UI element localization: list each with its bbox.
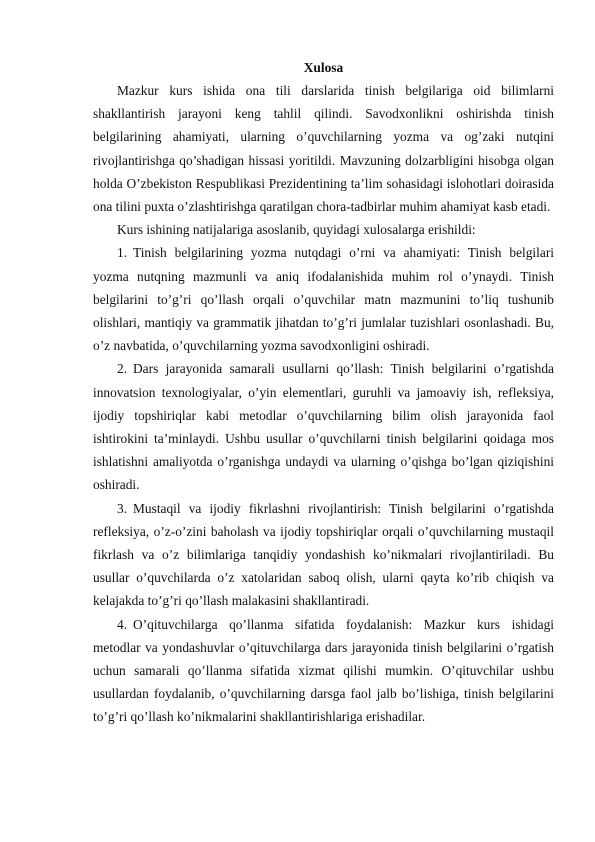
list-item-text: Dars jarayonida samarali usullarni qo’llash: Tinish belgilarini o’rgatishda innovatsion texnologiyalar, o’yin elementlari, guruhli va jamoaviy ish, refleksiya, ijodiy topshiriqlar kabi metodlar o’quvchilarning bilim olish jarayonida faol ishtirokini ta’minlaydi. Ushbu usullar o’quvchilarni tinish belgilarini qoidaga mos ishlatishni amaliyotda o’rganishga undaydi va ularning o’qishga bo’lgan qiziqishini oshiradi. <box>93 361 554 493</box>
list-item <box>93 241 554 357</box>
lead-paragraph: Kurs ishining natijalariga asoslanib, quyidagi xulosalarga erishildi: <box>117 222 476 238</box>
intro-paragraph: Mazkur kurs ishida ona tili darslarida tinish belgilariga oid bilimlarni shakllantirish jarayoni keng tahlil qilindi. Savodxonlikni oshirishda tinish belgilarining ahamiyati, ularning o’quvchilarning yozma va og’zaki nutqini rivojlantirishga qo’shadigan hissasi yoritildi. Mavzuning dolzarbligini hisobga olgan holda O’zbekiston Respublikasi Prezidentining ta’lim sohasidagi islohotlari doirasida ona tilini puxta o’zlashtirishga qaratilgan chora-tadbirlar muhim ahamiyat kasb etadi. <box>93 83 554 215</box>
list-item <box>93 497 554 613</box>
list-item-text: Tinish belgilarining yozma nutqdagi o’rni va ahamiyati: Tinish belgilari yozma nutqning mazmunli va aniq ifodalanishida muhim rol o’ynaydi. Tinish belgilarini to’g’ri qo’llash orqali o’quvchilar matn mazmunini to’liq tushunib olishlari, mantiqiy va grammatik jihatdan to’g’ri jumlalar tuzishlari osonlashadi. Bu, o’z navbatida, o’quvchilarning yozma savodxonligini oshiradi. <box>93 245 554 354</box>
list-item-number: 1. <box>117 245 128 261</box>
list-item-number: 2. <box>117 361 128 377</box>
list-item-text: O’qituvchilarga qo’llanma sifatida foydalanish: Mazkur kurs ishidagi metodlar va yondashuvlar o’qituvchilarga dars jarayonida tinish belgilarini o’rgatish uchun samarali qo’llanma sifatida xizmat qilishi mumkin. O’qituvchilar ushbu usullardan foydalanib, o’quvchilarning darsga faol jalb bo’lishiga, tinish belgilarini to’g’ri qo’llash ko’nikmalarini shakllantirishlariga erishadilar. <box>93 616 554 725</box>
list-item-text: Mustaqil va ijodiy fikrlashni rivojlantirish: Tinish belgilarini o’rgatishda refleksiya, o’z-o’zini baholash va ijodiy topshiriqlar orqali o’quvchilarning mustaqil fikrlash va o’z bilimlariga tanqidiy yondashish ko’nikmalari rivojlantiriladi. Bu usullar o’quvchilarda o’z xatolaridan saboq olish, ularni qayta ko’rib chiqish va kelajakda to’g’ri qo’llash malakasini shakllantiradi. <box>93 500 554 609</box>
document-title: Xulosa <box>303 60 344 75</box>
document-page <box>93 56 554 729</box>
list-item-number: 4. <box>117 616 128 632</box>
list-item <box>93 613 554 729</box>
list-item-number: 3. <box>117 500 128 516</box>
list-item <box>93 357 554 496</box>
